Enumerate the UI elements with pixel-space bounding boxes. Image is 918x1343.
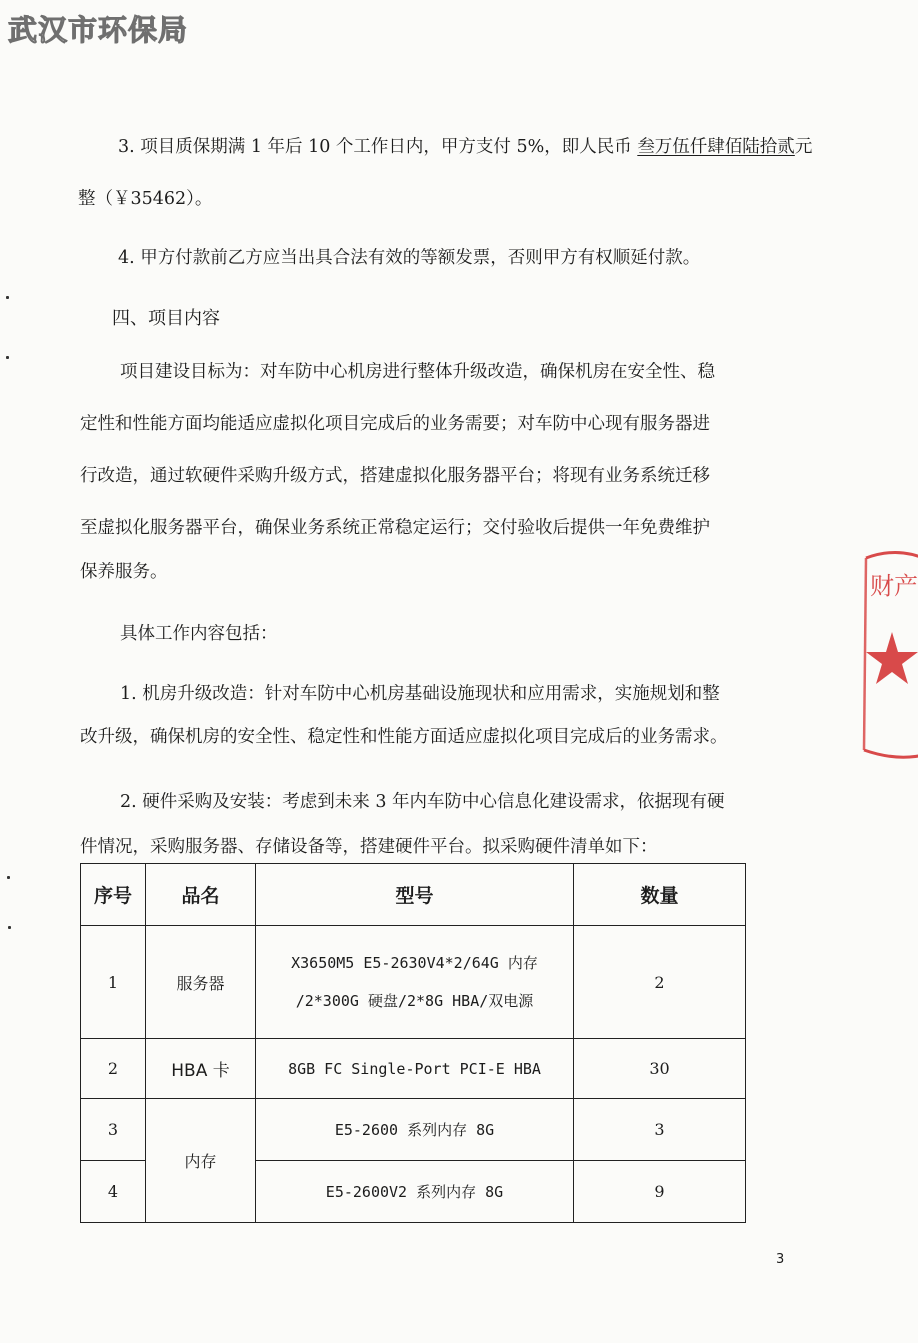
cell-model (256, 926, 574, 1039)
goal-line-3: 行改造，通过软硬件采购升级方式，搭建虚拟化服务器平台；将现有业务系统迁移 (80, 466, 710, 486)
paragraph-payment-3 (118, 133, 812, 158)
paragraph-payment-4: 4. 甲方付款前乙方应当出具合法有效的等额发票，否则甲方有权顺延付款。 (118, 248, 701, 268)
goal-line-5: 保养服务。 (80, 562, 168, 582)
item1-line-2: 改升级，确保机房的安全性、稳定性和性能方面适应虚拟化项目完成后的业务需求。 (80, 727, 728, 747)
cell-no: 4 (81, 1161, 146, 1223)
cell-model: 8GB FC Single-Port PCI-E HBA (256, 1039, 574, 1099)
scan-speck (7, 876, 10, 879)
cell-qty: 3 (574, 1099, 746, 1161)
cell-no: 1 (81, 926, 146, 1039)
table-row (81, 1099, 746, 1161)
item2-line-2: 件情况，采购服务器、存储设备等，搭建硬件平台。拟采购硬件清单如下： (80, 837, 658, 857)
stamp-text: 财产 (870, 572, 918, 600)
goal-line-2: 定性和性能方面均能适应虚拟化项目完成后的业务需要；对车防中心现有服务器进 (80, 414, 710, 434)
item2-line-1: 2. 硬件采购及安装：考虑到未来 3 年内车防中心信息化建设需求，依据现有硬 (120, 792, 725, 812)
red-seal-stamp (858, 550, 918, 760)
cell-no: 3 (81, 1099, 146, 1161)
table-header-row (81, 864, 746, 926)
table-row (81, 926, 746, 1039)
hardware-list-table (80, 863, 746, 1223)
header-model: 型号 (256, 864, 574, 926)
model-line-1: X3650M5 E5-2630V4*2/64G 内存 (291, 954, 538, 972)
cell-qty: 9 (574, 1161, 746, 1223)
cell-no: 2 (81, 1039, 146, 1099)
cell-name: 内存 (146, 1099, 256, 1223)
cell-name: 服务器 (146, 926, 256, 1039)
amount-in-words: 叁万伍仟肆佰陆拾贰 (637, 137, 795, 157)
cell-name: HBA 卡 (146, 1039, 256, 1099)
cell-model: E5-2600 系列内存 8G (256, 1099, 574, 1161)
cell-qty: 2 (574, 926, 746, 1039)
work-intro: 具体工作内容包括： (120, 624, 278, 644)
header-qty: 数量 (574, 864, 746, 926)
scan-speck (6, 296, 9, 299)
header-name: 品名 (146, 864, 256, 926)
model-line-2: /2*300G 硬盘/2*8G HBA/双电源 (295, 992, 534, 1010)
goal-line-1: 项目建设目标为：对车防中心机房进行整体升级改造，确保机房在安全性、稳 (120, 362, 715, 382)
goal-line-4: 至虚拟化服务器平台，确保业务系统正常稳定运行；交付验收后提供一年免费维护 (80, 518, 710, 538)
scan-speck (8, 926, 11, 929)
scan-speck (6, 356, 9, 359)
cell-model: E5-2600V2 系列内存 8G (256, 1161, 574, 1223)
cell-qty: 30 (574, 1039, 746, 1099)
page-number: 3 (776, 1252, 785, 1267)
item1-line-1: 1. 机房升级改造：针对车防中心机房基础设施现状和应用需求，实施规划和整 (120, 684, 720, 704)
section-title-project-content: 四、项目内容 (112, 308, 220, 329)
payment-3-suffix: 元 (794, 137, 813, 157)
star-icon (866, 632, 918, 684)
header-no: 序号 (81, 864, 146, 926)
payment-3-text: 3. 项目质保期满 1 年后 10 个工作日内，甲方支付 5%，即人民币 (118, 137, 638, 157)
table-row (81, 1039, 746, 1099)
watermark-logo: 武汉市环保局 (8, 13, 189, 47)
payment-3-amount: 整（￥35462）。 (78, 189, 213, 209)
